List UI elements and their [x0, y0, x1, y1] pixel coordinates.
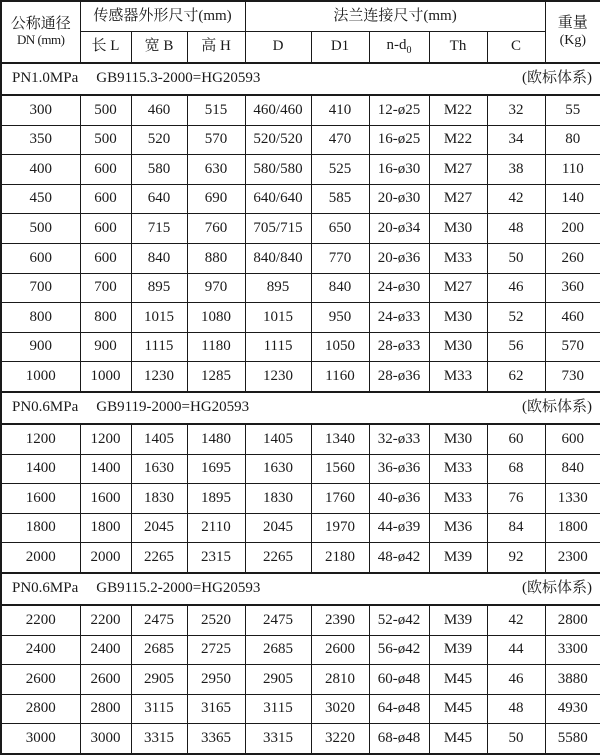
cell-d1: 1760	[311, 484, 369, 514]
cell-n-d0: 32-ø33	[369, 424, 429, 454]
cell-n-d0: 48-ø42	[369, 543, 429, 573]
cell-c: 68	[487, 454, 545, 484]
cell-th: M45	[429, 694, 487, 724]
cell-width-b: 460	[131, 95, 187, 125]
cell-width-b: 2905	[131, 665, 187, 695]
section-header-cell	[1, 573, 600, 605]
cell-width-b: 2475	[131, 605, 187, 635]
cell-c: 50	[487, 724, 545, 754]
cell-height-h: 630	[187, 155, 245, 185]
pressure-rating-label: PN1.0MPa	[12, 70, 79, 87]
cell-dn: 1600	[1, 484, 80, 514]
table-row	[1, 543, 600, 573]
cell-length-l: 900	[80, 332, 131, 362]
cell-width-b: 840	[131, 243, 187, 273]
cell-dn: 1400	[1, 454, 80, 484]
cell-width-b: 2685	[131, 635, 187, 665]
subheader-label: 高 H	[201, 38, 231, 55]
subheader-label: Th	[449, 38, 467, 55]
cell-dn: 350	[1, 125, 80, 155]
cell-d1: 650	[311, 214, 369, 244]
cell-th: M27	[429, 273, 487, 303]
cell-dn: 500	[1, 214, 80, 244]
cell-th: M45	[429, 724, 487, 754]
cell-length-l: 2800	[80, 694, 131, 724]
cell-th: M27	[429, 155, 487, 185]
cell-length-l: 600	[80, 243, 131, 273]
cell-weight: 140	[545, 184, 600, 214]
cell-dn: 2000	[1, 543, 80, 573]
cell-c: 32	[487, 95, 545, 125]
cell-c: 56	[487, 332, 545, 362]
subheader-row	[1, 32, 600, 64]
cell-height-h: 1895	[187, 484, 245, 514]
cell-dn: 1000	[1, 362, 80, 392]
cell-d: 460/460	[245, 95, 311, 125]
cell-d1: 1970	[311, 513, 369, 543]
cell-width-b: 1115	[131, 332, 187, 362]
cell-width-b: 1230	[131, 362, 187, 392]
standard-code-label: GB9115.2-2000=HG20593	[96, 580, 261, 597]
subheader-width-b	[131, 32, 187, 64]
cell-height-h: 1480	[187, 424, 245, 454]
table-row	[1, 665, 600, 695]
header-flange-connection-group: 法兰连接尺寸(mm)	[245, 1, 545, 32]
cell-d: 3115	[245, 694, 311, 724]
cell-n-d0: 20-ø36	[369, 243, 429, 273]
section-header-cell	[1, 63, 600, 95]
subheader-label: 长 L	[91, 38, 120, 55]
cell-weight: 570	[545, 332, 600, 362]
cell-width-b: 1405	[131, 424, 187, 454]
cell-weight: 460	[545, 303, 600, 333]
cell-dn: 300	[1, 95, 80, 125]
cell-d1: 950	[311, 303, 369, 333]
cell-c: 52	[487, 303, 545, 333]
table-row	[1, 214, 600, 244]
subheader-height-h	[187, 32, 245, 64]
cell-th: M30	[429, 303, 487, 333]
cell-th: M36	[429, 513, 487, 543]
table-body	[1, 63, 600, 754]
subheader-n-d0	[369, 32, 429, 64]
table-row	[1, 724, 600, 754]
cell-dn: 2200	[1, 605, 80, 635]
table-row	[1, 155, 600, 185]
header-sensor-dimensions-group: 传感器外形尺寸(mm)	[80, 1, 245, 32]
cell-d1: 840	[311, 273, 369, 303]
cell-d1: 1560	[311, 454, 369, 484]
cell-c: 48	[487, 214, 545, 244]
cell-c: 60	[487, 424, 545, 454]
cell-d: 2475	[245, 605, 311, 635]
cell-d1: 410	[311, 95, 369, 125]
cell-dn: 400	[1, 155, 80, 185]
cell-d: 1015	[245, 303, 311, 333]
cell-length-l: 3000	[80, 724, 131, 754]
cell-length-l: 1400	[80, 454, 131, 484]
cell-height-h: 2725	[187, 635, 245, 665]
cell-d: 840/840	[245, 243, 311, 273]
subheader-d1	[311, 32, 369, 64]
subheader-length-l	[80, 32, 131, 64]
cell-dn: 600	[1, 243, 80, 273]
cell-weight: 200	[545, 214, 600, 244]
cell-weight: 260	[545, 243, 600, 273]
cell-weight: 5580	[545, 724, 600, 754]
pressure-rating-label: PN0.6MPa	[12, 580, 79, 597]
cell-d: 640/640	[245, 184, 311, 214]
cell-d: 1830	[245, 484, 311, 514]
section-left-group	[12, 580, 260, 597]
subheader-label: C	[511, 38, 522, 55]
cell-n-d0: 68-ø48	[369, 724, 429, 754]
cell-d: 2265	[245, 543, 311, 573]
cell-c: 44	[487, 635, 545, 665]
subheader-label: 宽 B	[144, 38, 174, 55]
cell-n-d0: 56-ø42	[369, 635, 429, 665]
cell-weight: 360	[545, 273, 600, 303]
section-left-group	[12, 70, 260, 87]
cell-weight: 1800	[545, 513, 600, 543]
cell-dn: 450	[1, 184, 80, 214]
cell-c: 62	[487, 362, 545, 392]
cell-th: M33	[429, 454, 487, 484]
cell-d: 1115	[245, 332, 311, 362]
cell-weight: 730	[545, 362, 600, 392]
cell-weight: 2300	[545, 543, 600, 573]
cell-dn: 2400	[1, 635, 80, 665]
cell-th: M30	[429, 214, 487, 244]
cell-n-d0: 64-ø48	[369, 694, 429, 724]
cell-d: 2905	[245, 665, 311, 695]
cell-width-b: 3315	[131, 724, 187, 754]
cell-dn: 800	[1, 303, 80, 333]
cell-width-b: 2045	[131, 513, 187, 543]
section-header-inner	[2, 580, 600, 597]
cell-th: M30	[429, 332, 487, 362]
cell-th: M33	[429, 484, 487, 514]
cell-d1: 2810	[311, 665, 369, 695]
cell-c: 46	[487, 665, 545, 695]
standard-system-note: (欧标体系)	[522, 580, 593, 597]
cell-d1: 1340	[311, 424, 369, 454]
subheader-label: D	[272, 38, 284, 55]
cell-d: 2685	[245, 635, 311, 665]
header-nominal-diameter-line1: 公称通径	[10, 15, 71, 32]
cell-height-h: 1695	[187, 454, 245, 484]
cell-n-d0: 12-ø25	[369, 95, 429, 125]
cell-height-h: 2950	[187, 665, 245, 695]
cell-weight: 80	[545, 125, 600, 155]
cell-d: 520/520	[245, 125, 311, 155]
cell-d1: 585	[311, 184, 369, 214]
cell-th: M39	[429, 635, 487, 665]
cell-weight: 1330	[545, 484, 600, 514]
cell-th: M30	[429, 424, 487, 454]
cell-height-h: 1180	[187, 332, 245, 362]
table-row	[1, 243, 600, 273]
table-header	[1, 1, 600, 63]
cell-width-b: 1015	[131, 303, 187, 333]
subheader-th	[429, 32, 487, 64]
cell-c: 76	[487, 484, 545, 514]
cell-width-b: 520	[131, 125, 187, 155]
cell-d1: 470	[311, 125, 369, 155]
table-row	[1, 694, 600, 724]
cell-height-h: 760	[187, 214, 245, 244]
cell-n-d0: 36-ø36	[369, 454, 429, 484]
table-row	[1, 635, 600, 665]
cell-weight: 600	[545, 424, 600, 454]
cell-weight: 55	[545, 95, 600, 125]
cell-d1: 1160	[311, 362, 369, 392]
cell-height-h: 3165	[187, 694, 245, 724]
cell-d: 580/580	[245, 155, 311, 185]
cell-c: 84	[487, 513, 545, 543]
table-row	[1, 454, 600, 484]
cell-d1: 525	[311, 155, 369, 185]
cell-length-l: 600	[80, 184, 131, 214]
cell-d1: 770	[311, 243, 369, 273]
header-weight-line1: 重量	[557, 15, 588, 32]
cell-dn: 700	[1, 273, 80, 303]
cell-length-l: 2600	[80, 665, 131, 695]
cell-length-l: 2400	[80, 635, 131, 665]
cell-th: M33	[429, 243, 487, 273]
cell-d1: 3220	[311, 724, 369, 754]
cell-height-h: 1080	[187, 303, 245, 333]
cell-weight: 110	[545, 155, 600, 185]
table-row	[1, 125, 600, 155]
cell-d1: 3020	[311, 694, 369, 724]
table-row	[1, 184, 600, 214]
cell-width-b: 895	[131, 273, 187, 303]
cell-c: 42	[487, 184, 545, 214]
cell-length-l: 500	[80, 95, 131, 125]
cell-d: 705/715	[245, 214, 311, 244]
cell-th: M39	[429, 543, 487, 573]
table-row	[1, 95, 600, 125]
pressure-rating-label: PN0.6MPa	[12, 399, 79, 416]
cell-weight: 840	[545, 454, 600, 484]
subheader-subscript: 0	[406, 45, 412, 57]
header-weight	[545, 1, 600, 63]
cell-n-d0: 52-ø42	[369, 605, 429, 635]
cell-weight: 3300	[545, 635, 600, 665]
section-header-cell	[1, 392, 600, 424]
cell-height-h: 3365	[187, 724, 245, 754]
table-row	[1, 605, 600, 635]
cell-length-l: 2200	[80, 605, 131, 635]
section-header-inner	[2, 70, 600, 87]
cell-length-l: 1800	[80, 513, 131, 543]
cell-length-l: 500	[80, 125, 131, 155]
cell-height-h: 970	[187, 273, 245, 303]
cell-width-b: 2265	[131, 543, 187, 573]
cell-length-l: 800	[80, 303, 131, 333]
cell-d1: 2390	[311, 605, 369, 635]
cell-n-d0: 44-ø39	[369, 513, 429, 543]
cell-n-d0: 20-ø30	[369, 184, 429, 214]
cell-th: M45	[429, 665, 487, 695]
cell-dn: 1800	[1, 513, 80, 543]
cell-d: 2045	[245, 513, 311, 543]
subheader-d	[245, 32, 311, 64]
cell-d: 3315	[245, 724, 311, 754]
subheader-label: D1	[330, 38, 350, 55]
cell-th: M39	[429, 605, 487, 635]
cell-dn: 3000	[1, 724, 80, 754]
cell-n-d0: 24-ø30	[369, 273, 429, 303]
cell-c: 38	[487, 155, 545, 185]
cell-height-h: 2315	[187, 543, 245, 573]
cell-d: 1230	[245, 362, 311, 392]
cell-n-d0: 20-ø34	[369, 214, 429, 244]
cell-height-h: 570	[187, 125, 245, 155]
standard-system-note: (欧标体系)	[522, 70, 593, 87]
cell-width-b: 3115	[131, 694, 187, 724]
cell-width-b: 580	[131, 155, 187, 185]
cell-n-d0: 60-ø48	[369, 665, 429, 695]
cell-c: 42	[487, 605, 545, 635]
subheader-c	[487, 32, 545, 64]
table-row	[1, 332, 600, 362]
cell-c: 48	[487, 694, 545, 724]
table-row	[1, 513, 600, 543]
cell-width-b: 715	[131, 214, 187, 244]
table-row	[1, 362, 600, 392]
cell-n-d0: 28-ø33	[369, 332, 429, 362]
header-nominal-diameter-line2: DN (mm)	[17, 32, 65, 48]
cell-weight: 3880	[545, 665, 600, 695]
cell-length-l: 1200	[80, 424, 131, 454]
cell-d1: 2180	[311, 543, 369, 573]
cell-height-h: 1285	[187, 362, 245, 392]
cell-length-l: 700	[80, 273, 131, 303]
cell-th: M33	[429, 362, 487, 392]
cell-d1: 1050	[311, 332, 369, 362]
table-row	[1, 424, 600, 454]
section-header-row	[1, 392, 600, 424]
cell-n-d0: 16-ø30	[369, 155, 429, 185]
cell-d: 1405	[245, 424, 311, 454]
section-header-row	[1, 63, 600, 95]
cell-n-d0: 24-ø33	[369, 303, 429, 333]
cell-height-h: 690	[187, 184, 245, 214]
section-header-row	[1, 573, 600, 605]
cell-width-b: 1830	[131, 484, 187, 514]
cell-d1: 2600	[311, 635, 369, 665]
cell-c: 46	[487, 273, 545, 303]
cell-c: 34	[487, 125, 545, 155]
cell-dn: 2800	[1, 694, 80, 724]
cell-th: M22	[429, 95, 487, 125]
subheader-label: n-d	[386, 37, 407, 54]
cell-d: 1630	[245, 454, 311, 484]
standard-code-label: GB9119-2000=HG20593	[96, 399, 250, 416]
cell-n-d0: 16-ø25	[369, 125, 429, 155]
standard-code-label: GB9115.3-2000=HG20593	[96, 70, 261, 87]
cell-height-h: 2520	[187, 605, 245, 635]
cell-length-l: 600	[80, 214, 131, 244]
cell-width-b: 1630	[131, 454, 187, 484]
cell-th: M27	[429, 184, 487, 214]
table-row	[1, 484, 600, 514]
cell-c: 92	[487, 543, 545, 573]
cell-length-l: 600	[80, 155, 131, 185]
header-weight-line2: (Kg)	[559, 32, 587, 48]
standard-system-note: (欧标体系)	[522, 399, 593, 416]
cell-dn: 1200	[1, 424, 80, 454]
cell-d: 895	[245, 273, 311, 303]
cell-c: 50	[487, 243, 545, 273]
cell-length-l: 1000	[80, 362, 131, 392]
cell-n-d0: 40-ø36	[369, 484, 429, 514]
cell-width-b: 640	[131, 184, 187, 214]
cell-height-h: 2110	[187, 513, 245, 543]
table-row	[1, 303, 600, 333]
cell-th: M22	[429, 125, 487, 155]
header-nominal-diameter	[1, 1, 80, 63]
cell-n-d0: 28-ø36	[369, 362, 429, 392]
cell-weight: 4930	[545, 694, 600, 724]
section-left-group	[12, 399, 249, 416]
cell-dn: 900	[1, 332, 80, 362]
cell-length-l: 1600	[80, 484, 131, 514]
cell-length-l: 2000	[80, 543, 131, 573]
cell-height-h: 880	[187, 243, 245, 273]
cell-weight: 2800	[545, 605, 600, 635]
cell-dn: 2600	[1, 665, 80, 695]
cell-height-h: 515	[187, 95, 245, 125]
table-row	[1, 273, 600, 303]
section-header-inner	[2, 399, 600, 416]
